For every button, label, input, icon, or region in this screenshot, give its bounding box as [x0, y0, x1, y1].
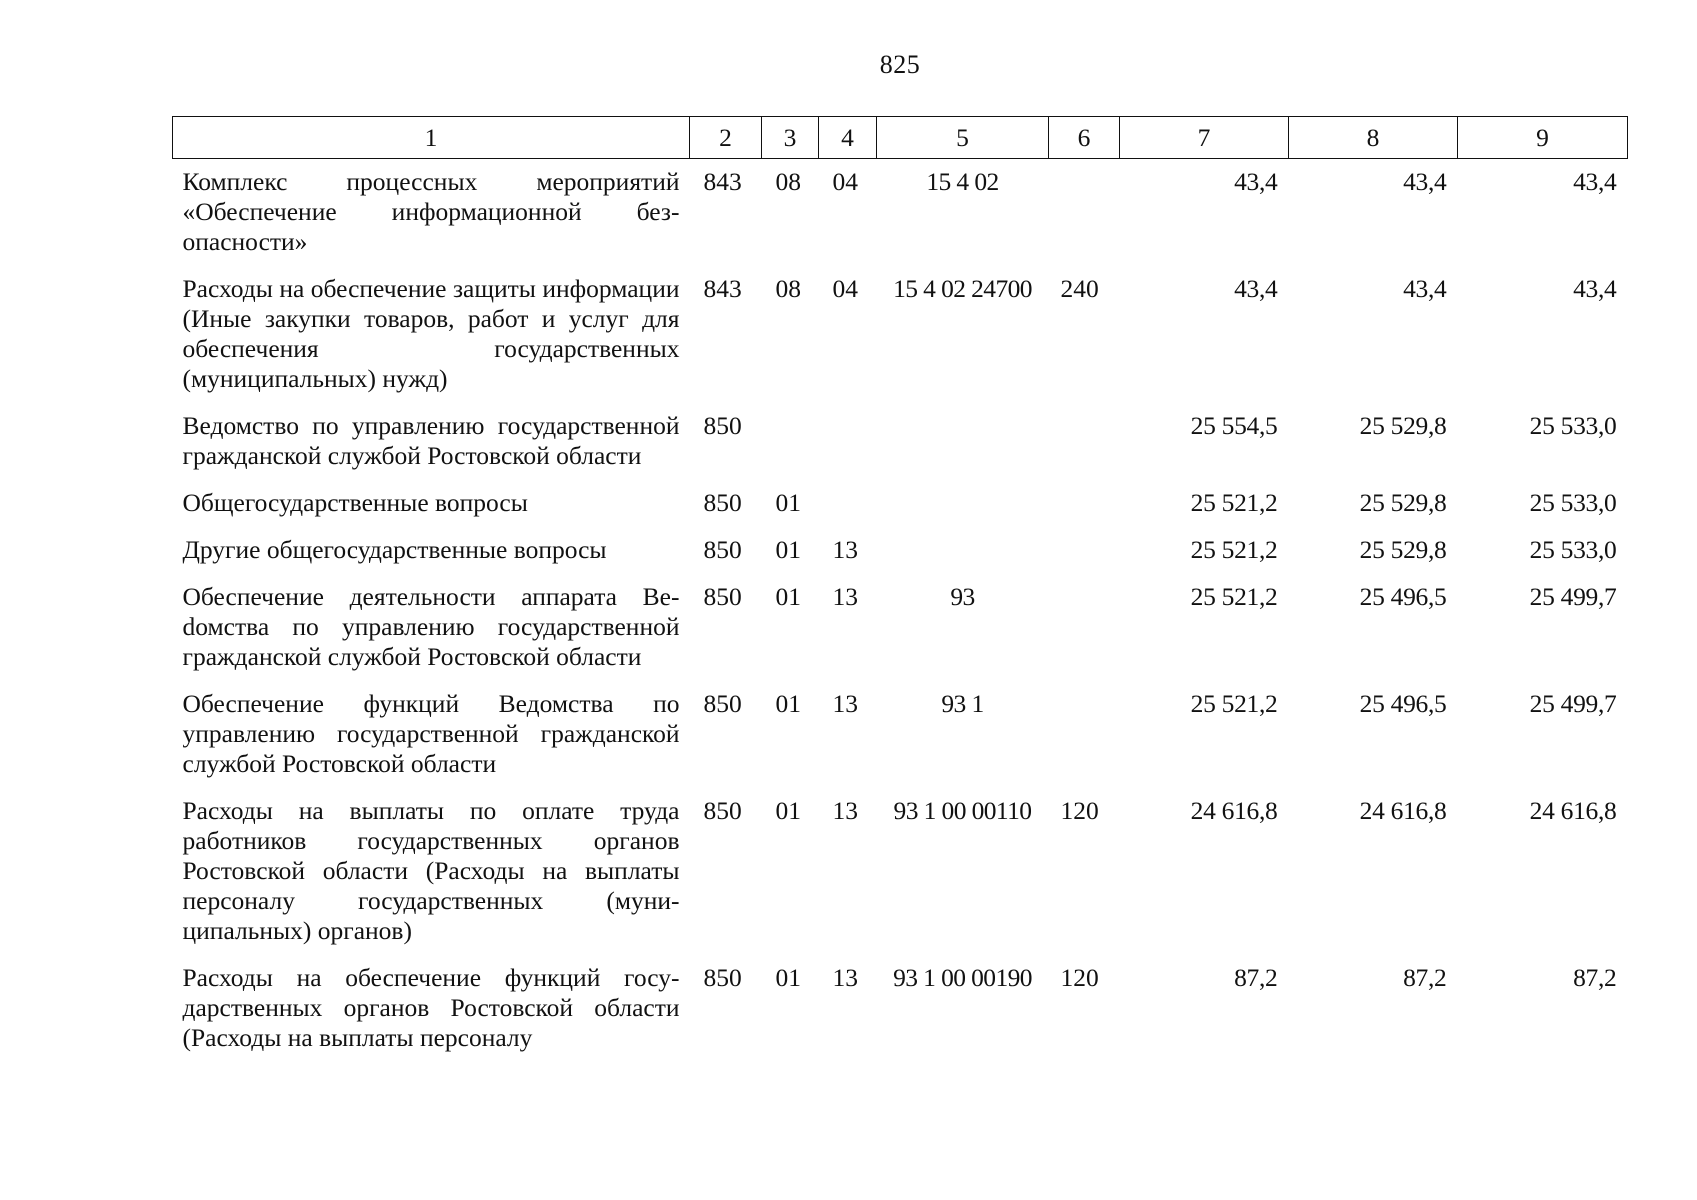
- expense-name: Общегосударственные вопросы: [182, 488, 528, 517]
- expense-name: Комплекс процессных мероприятий «Обеспечение информационной безопасности»: [182, 167, 680, 256]
- grbs-code: 850: [703, 963, 742, 992]
- amount-year-1: 43,4: [1234, 274, 1278, 303]
- section-code: 01: [775, 796, 801, 825]
- subsection-code: 13: [832, 796, 858, 825]
- amount-year-3: 43,4: [1573, 274, 1617, 303]
- amount-year-2: 24 616,8: [1359, 796, 1447, 825]
- subsection-code: [819, 403, 877, 480]
- target-article-code: 15 4 02: [926, 167, 999, 196]
- target-article-code: 93: [950, 582, 975, 611]
- expense-type-code: [1049, 403, 1120, 480]
- amount-year-1: 87,2: [1234, 963, 1278, 992]
- amount-year-3: 25 533,0: [1529, 411, 1617, 440]
- amount-year-1: 25 521,2: [1190, 582, 1278, 611]
- table-row: [173, 159, 1628, 267]
- amount-year-3: 25 499,7: [1529, 582, 1617, 611]
- column-header: 7: [1120, 117, 1289, 159]
- table-row: [173, 403, 1628, 480]
- expense-type-code: 120: [1060, 963, 1099, 992]
- target-article-code: 93 1: [941, 689, 984, 718]
- amount-year-1: 43,4: [1234, 167, 1278, 196]
- grbs-code: 850: [703, 689, 742, 718]
- expense-type-code: [1049, 574, 1120, 681]
- grbs-code: 850: [703, 796, 742, 825]
- amount-year-1: 25 521,2: [1190, 535, 1278, 564]
- expense-name: Другие общегосударственные вопросы: [182, 535, 607, 564]
- expense-name: Расходы на обеспечение функций государственных органов Ростовской области (Расходы на выплаты персоналу: [182, 963, 680, 1052]
- expense-type-code: 240: [1060, 274, 1099, 303]
- amount-year-1: 24 616,8: [1190, 796, 1278, 825]
- target-article-code: 93 1 00 00110: [893, 796, 1032, 825]
- table-row: [173, 527, 1628, 574]
- target-article-code: [877, 403, 1049, 480]
- amount-year-1: 25 521,2: [1190, 488, 1278, 517]
- amount-year-3: 24 616,8: [1529, 796, 1617, 825]
- amount-year-2: 25 496,5: [1359, 582, 1447, 611]
- amount-year-2: 43,4: [1403, 167, 1447, 196]
- column-number-row: [173, 117, 1628, 159]
- grbs-code: 850: [703, 488, 742, 517]
- table-row: [173, 574, 1628, 681]
- amount-year-2: 25 529,8: [1359, 535, 1447, 564]
- grbs-code: 843: [703, 167, 742, 196]
- section-code: 01: [775, 488, 801, 517]
- column-header: 2: [690, 117, 762, 159]
- section-code: 08: [775, 274, 801, 303]
- target-article-code: 15 4 02 24700: [893, 274, 1032, 303]
- column-header: 6: [1049, 117, 1120, 159]
- expense-type-code: [1049, 159, 1120, 267]
- section-code: 01: [775, 535, 801, 564]
- expense-type-code: [1049, 681, 1120, 788]
- amount-year-3: 25 533,0: [1529, 488, 1617, 517]
- expense-name: Расходы на обеспечение защиты информации (Иные закупки товаров, работ и услуг для обеспечения государственных (муниципальных) нужд): [182, 274, 680, 393]
- column-header: 8: [1289, 117, 1458, 159]
- amount-year-3: 25 499,7: [1529, 689, 1617, 718]
- target-article-code: [877, 527, 1049, 574]
- section-code: 01: [775, 582, 801, 611]
- column-header: 3: [762, 117, 819, 159]
- subsection-code: 13: [832, 535, 858, 564]
- expense-name: Обеспечение функций Ведомства по управлению государственной гражданской службой Ростовской области: [182, 689, 680, 778]
- table-row: [173, 266, 1628, 403]
- grbs-code: 850: [703, 411, 742, 440]
- grbs-code: 850: [703, 535, 742, 564]
- amount-year-2: 87,2: [1403, 963, 1447, 992]
- section-code: [762, 403, 819, 480]
- subsection-code: 13: [832, 582, 858, 611]
- amount-year-1: 25 554,5: [1190, 411, 1278, 440]
- subsection-code: 13: [832, 963, 858, 992]
- page-number: 825: [879, 50, 921, 79]
- column-header: 9: [1458, 117, 1628, 159]
- amount-year-2: 25 529,8: [1359, 411, 1447, 440]
- grbs-code: 843: [703, 274, 742, 303]
- amount-year-3: 43,4: [1573, 167, 1617, 196]
- amount-year-3: 25 533,0: [1529, 535, 1617, 564]
- table-row: [173, 788, 1628, 955]
- expense-type-code: [1049, 480, 1120, 527]
- subsection-code: 04: [832, 167, 858, 196]
- target-article-code: [877, 480, 1049, 527]
- column-header: 1: [173, 117, 690, 159]
- subsection-code: 13: [832, 689, 858, 718]
- amount-year-2: 25 496,5: [1359, 689, 1447, 718]
- amount-year-2: 43,4: [1403, 274, 1447, 303]
- grbs-code: 850: [703, 582, 742, 611]
- table-row: [173, 480, 1628, 527]
- subsection-code: 04: [832, 274, 858, 303]
- table-row: [173, 681, 1628, 788]
- target-article-code: 93 1 00 00190: [893, 963, 1032, 992]
- amount-year-3: 87,2: [1573, 963, 1617, 992]
- amount-year-2: 25 529,8: [1359, 488, 1447, 517]
- budget-table: [172, 116, 1628, 1062]
- expense-type-code: 120: [1060, 796, 1099, 825]
- table-row: [173, 955, 1628, 1062]
- section-code: 01: [775, 963, 801, 992]
- expense-type-code: [1049, 527, 1120, 574]
- section-code: 08: [775, 167, 801, 196]
- section-code: 01: [775, 689, 801, 718]
- subsection-code: [819, 480, 877, 527]
- amount-year-1: 25 521,2: [1190, 689, 1278, 718]
- column-header: 4: [819, 117, 877, 159]
- expense-name: Обеспечение деятельности аппарата Веdомства по управлению государственной гражданской службой Ростовской области: [182, 582, 680, 671]
- column-header: 5: [877, 117, 1049, 159]
- expense-name: Расходы на выплаты по оплате труда работников государственных органов Ростовской области (Расходы на выплаты персоналу государственных (муниципальных) органов): [182, 796, 680, 945]
- expense-name: Ведомство по управлению государственной гражданской службой Ростовской области: [182, 411, 680, 470]
